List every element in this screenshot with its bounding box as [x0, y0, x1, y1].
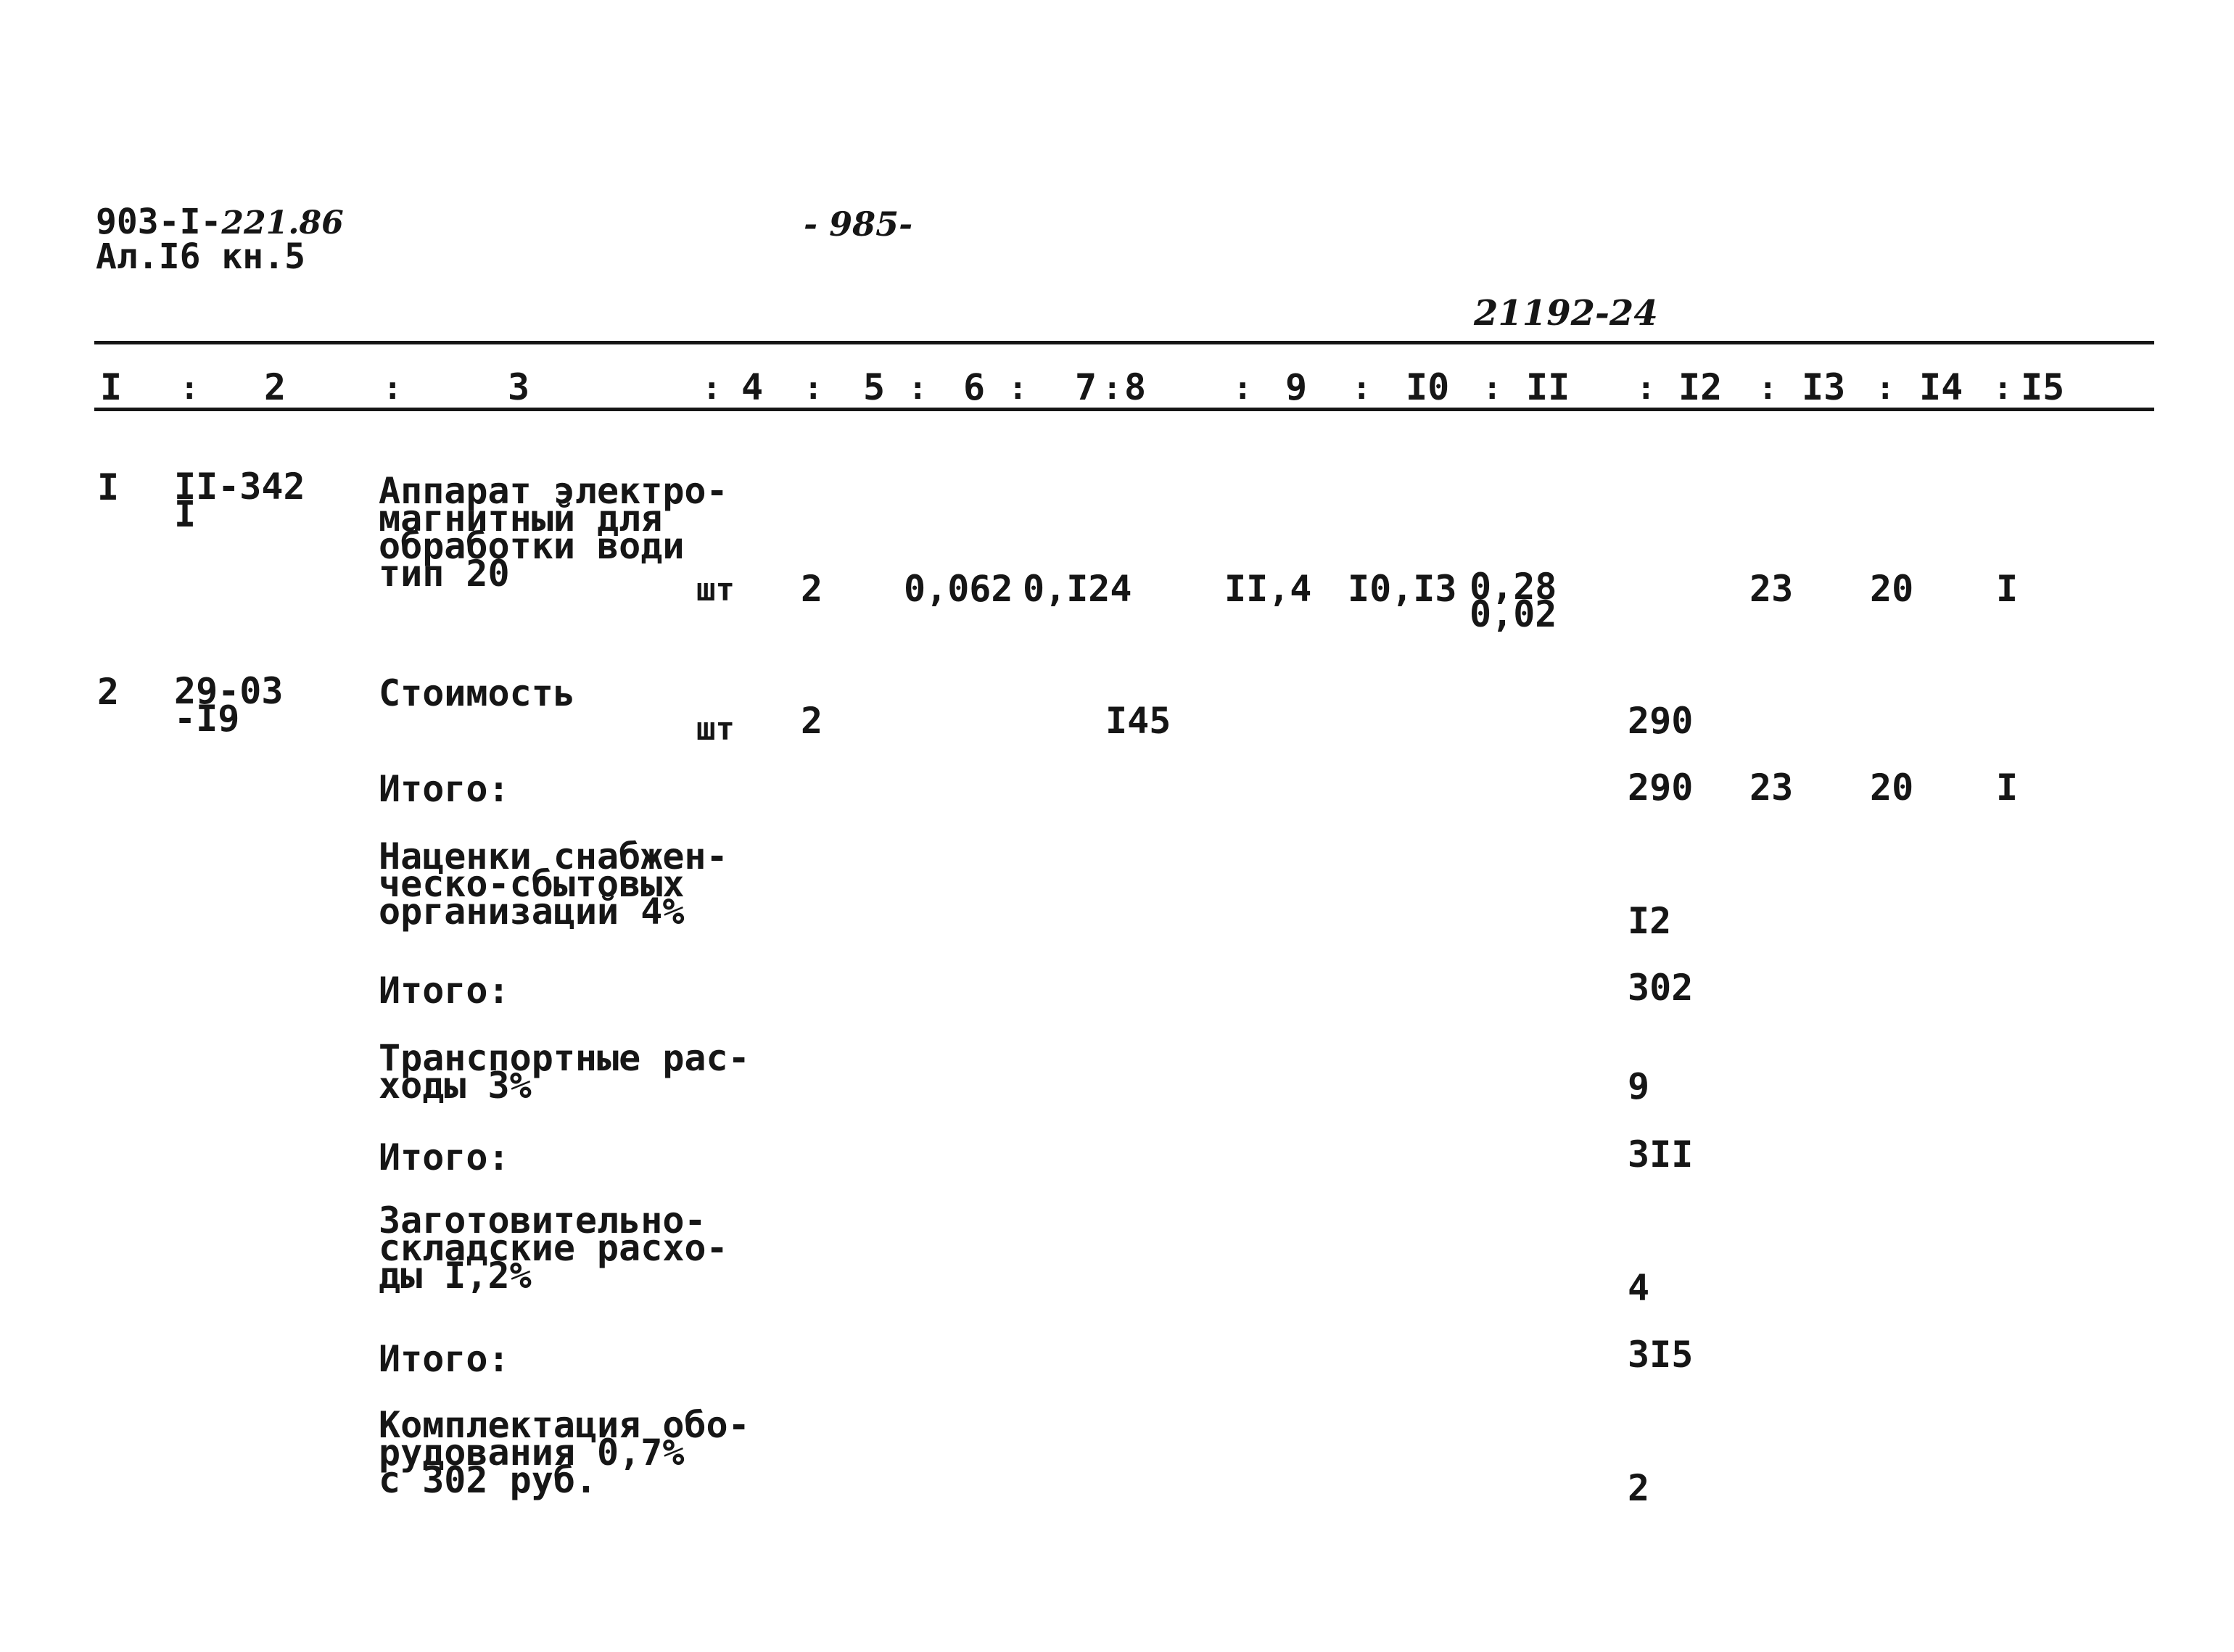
- summary-col14: 20: [1870, 767, 1914, 809]
- column-separator: :: [908, 370, 928, 407]
- column-separator: :: [702, 370, 722, 407]
- table-top-rule: [94, 341, 2154, 344]
- row-number: I: [97, 466, 120, 508]
- cell-col14: 20: [1870, 568, 1914, 610]
- summary-total: 290: [1628, 767, 1694, 809]
- column-separator: :: [1636, 370, 1656, 407]
- column-separator: :: [1758, 370, 1778, 407]
- cell-col7: 0,I24: [1023, 568, 1132, 610]
- cell-col9: II,4: [1224, 568, 1312, 610]
- column-number: I4: [1919, 366, 1963, 408]
- document-code-handwritten: 221.86: [221, 205, 344, 241]
- column-number: 9: [1285, 366, 1308, 408]
- summary-label: Итого:: [379, 768, 510, 810]
- column-separator: :: [1233, 370, 1253, 407]
- summary-label: Комплектация обо- рудования 0,7% с 302 руб.: [379, 1404, 750, 1501]
- album-reference: Ал.I6 кн.5: [96, 236, 305, 277]
- summary-total: 2: [1628, 1467, 1650, 1509]
- summary-total: 302: [1628, 967, 1694, 1009]
- column-number: I5: [2021, 366, 2065, 408]
- unit: шт: [696, 711, 735, 748]
- summary-label: Транспортные рас- ходы 3%: [379, 1037, 750, 1107]
- column-number: 3: [508, 366, 530, 408]
- cell-col12: 290: [1628, 700, 1694, 742]
- column-number: I0: [1406, 366, 1450, 408]
- cell-col15: I: [1996, 568, 2019, 610]
- summary-total: 3I5: [1628, 1334, 1694, 1376]
- column-separator: :: [804, 370, 823, 407]
- summary-total: 4: [1628, 1267, 1650, 1309]
- cell-col11: 0,28 0,02: [1470, 566, 1557, 635]
- column-number: I2: [1678, 366, 1723, 408]
- column-number: II: [1526, 366, 1570, 408]
- cell-col6: 0,062: [904, 568, 1013, 610]
- item-description: Стоимость: [379, 672, 575, 714]
- item-code: 29-03 -I9: [174, 670, 284, 740]
- summary-label: Заготовительно- складские расхо- ды I,2%: [379, 1199, 728, 1297]
- unit: шт: [696, 571, 735, 608]
- row-number: 2: [97, 671, 120, 713]
- summary-total: 9: [1628, 1065, 1650, 1107]
- quantity: 2: [801, 700, 823, 742]
- summary-col15: I: [1996, 767, 2019, 809]
- column-number: I3: [1802, 366, 1846, 408]
- item-code: II-342 I: [174, 466, 305, 535]
- column-number: 2: [264, 366, 287, 408]
- column-separator: :: [1102, 370, 1122, 407]
- doc-number: 21192-24: [1474, 293, 1658, 334]
- cell-col8: I45: [1105, 700, 1171, 742]
- column-number: 5: [863, 366, 886, 408]
- column-separator: :: [1876, 370, 1895, 407]
- column-number: 7: [1075, 366, 1097, 408]
- column-separator: :: [383, 370, 403, 407]
- column-separator: :: [180, 370, 199, 407]
- column-separator: :: [1993, 370, 2013, 407]
- column-separator: :: [1483, 370, 1502, 407]
- page-number: - 985-: [804, 205, 913, 244]
- column-number: 4: [741, 366, 764, 408]
- summary-label: Наценки снабжен- ческо-сбытовых организаций 4%: [379, 835, 728, 933]
- cell-col13: 23: [1749, 568, 1794, 610]
- column-number: 6: [963, 366, 986, 408]
- column-number: 8: [1124, 366, 1147, 408]
- summary-label: Итого:: [379, 1338, 510, 1380]
- column-separator: :: [1008, 370, 1028, 407]
- document-code-prefix: 903-I-: [96, 202, 222, 242]
- summary-total: 3II: [1628, 1133, 1694, 1176]
- cell-col10: I0,I3: [1348, 568, 1457, 610]
- column-separator: :: [1352, 370, 1372, 407]
- document-code: [96, 202, 344, 242]
- summary-col13: 23: [1749, 767, 1794, 809]
- summary-label: Итого:: [379, 970, 510, 1012]
- column-number: I: [100, 366, 123, 408]
- quantity: 2: [801, 568, 823, 610]
- summary-total: I2: [1628, 900, 1672, 942]
- item-description: Аппарат электро- магнитный для обработки води тип 20: [379, 470, 728, 595]
- summary-label: Итого:: [379, 1136, 510, 1178]
